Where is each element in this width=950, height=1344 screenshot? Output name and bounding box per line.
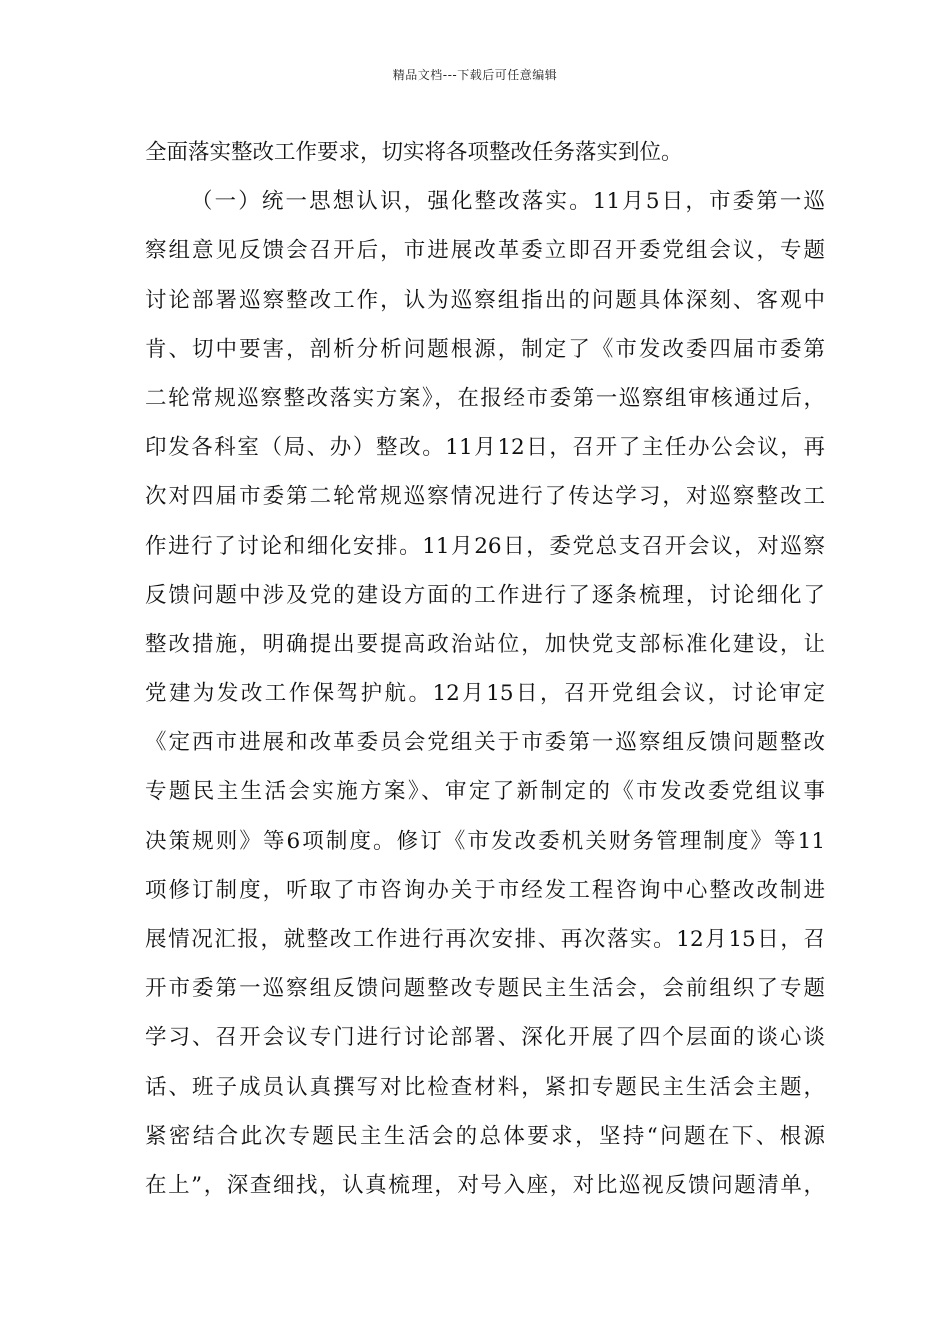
- text-line: 专题民主生活会实施方案》、审定了新制定的《市发改委党组议事: [145, 779, 825, 805]
- text-line: 话、班子成员认真撰写对比检查材料，紧扣专题民主生活会主题，: [145, 1074, 825, 1100]
- page-header: 精品文档---下载后可任意编辑: [392, 68, 558, 82]
- text-line: 次对四届市委第二轮常规巡察情况进行了传达学习，对巡察整改工: [145, 484, 825, 510]
- text-line: 开市委第一巡察组反馈问题整改专题民主生活会，会前组织了专题: [145, 976, 825, 1002]
- text-line: 二轮常规巡察整改落实方案》，在报经市委第一巡察组审核通过后，: [145, 385, 825, 411]
- text-line: 肯、切中要害，剖析分析问题根源，制定了《市发改委四届市委第: [145, 336, 825, 362]
- document-body: [145, 128, 825, 1210]
- text-line: 在上”，深查细找，认真梳理，对号入座，对比巡视反馈问题清单，: [145, 1172, 825, 1198]
- text-line: 作进行了讨论和细化安排。11月26日，委党总支召开会议，对巡察: [145, 533, 825, 559]
- text-line: 党建为发改工作保驾护航。12月15日，召开党组会议，讨论审定: [145, 681, 825, 707]
- text-line: 紧密结合此次专题民主生活会的总体要求，坚持“问题在下、根源: [145, 1123, 825, 1149]
- text-line: 展情况汇报，就整改工作进行再次安排、再次落实。12月15日，召: [145, 927, 825, 952]
- text-line: 反馈问题中涉及党的建设方面的工作进行了逐条梳理，讨论细化了: [145, 582, 825, 608]
- text-line: 察组意见反馈会召开后，市进展改革委立即召开委党组会议，专题: [145, 238, 825, 264]
- paragraph-first-line: （一）统一思想认识，强化整改落实。11月5日，市委第一巡: [191, 189, 825, 215]
- text-line: 印发各科室（局、办）整改。11月12日，召开了主任办公会议，再: [145, 435, 825, 461]
- text-line: 项修订制度，听取了市咨询办关于市经发工程咨询中心整改改制进: [145, 877, 825, 903]
- text-line: 学习、召开会议专门进行讨论部署、深化开展了四个层面的谈心谈: [145, 1025, 825, 1051]
- text-line: 决策规则》等6项制度。修订《市发改委机关财务管理制度》等11: [145, 828, 825, 854]
- text-line: 《定西市进展和改革委员会党组关于市委第一巡察组反馈问题整改: [145, 730, 825, 756]
- text-line: 全面落实整改工作要求，切实将各项整改任务落实到位。: [145, 140, 683, 165]
- text-line: 讨论部署巡察整改工作，认为巡察组指出的问题具体深刻、客观中: [145, 287, 825, 313]
- text-line: 整改措施，明确提出要提高政治站位，加快党支部标准化建设，让: [145, 631, 825, 657]
